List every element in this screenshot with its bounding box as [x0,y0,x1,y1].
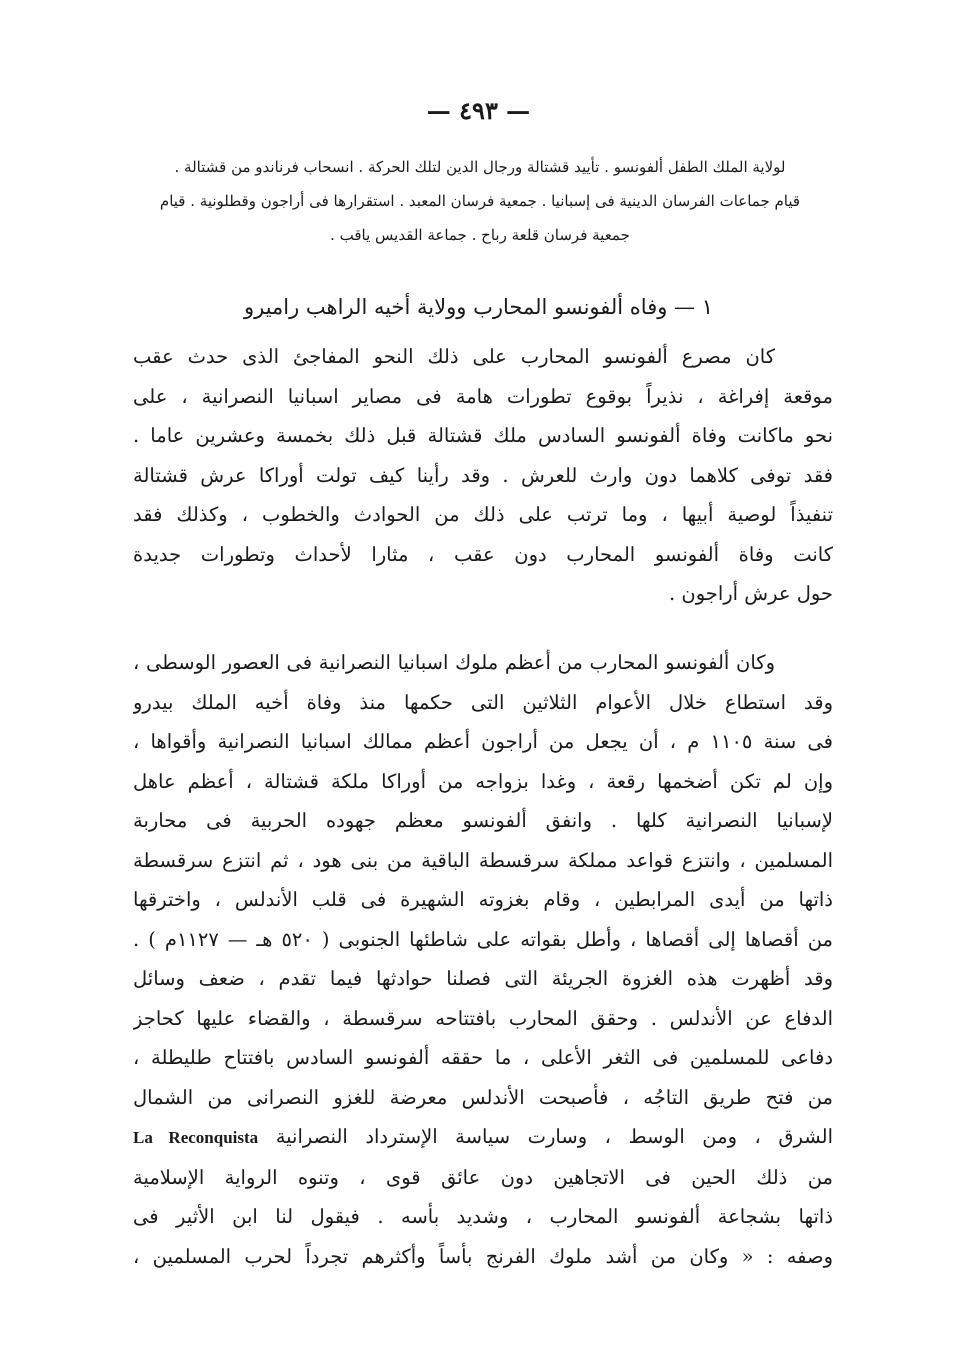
text-line: فى سنة ١١٠٥ م ، أن يجعل من أراجون أعظم ممالك اسبانيا النصرانية وأقواها ، [133,730,833,753]
text-line: تنفيذاً لوصية أبيها ، وما ترتب على ذلك من الحوادث والخطوب ، وكذلك فقد [133,503,833,526]
text-line: وكان ألفونسو المحارب من أعظم ملوك اسبانيا النصرانية فى العصور الوسطى ، [133,651,775,674]
text-line: وقد استطاع خلال الأعوام الثلاثين التى حكمها منذ وفاة أخيه الملك بيدرو [133,690,833,714]
text-line: موقعة إفراغة ، نذيراً بوقوع تطورات هامة فى مصاير اسبانيا النصرانية ، على [133,384,833,408]
text-segment: الشرق ، ومن الوسط ، وسارت سياسة الإسترداد النصرانية [275,1125,833,1148]
text-line: نحو ماكانت وفاة ألفونسو السادس ملك قشتالة قبل ذلك بخمسة وعشرين عاما . [133,424,833,447]
text-line: من فتح طريق التاجُه ، فأصبحت الأندلس معرضة للغزو النصرانى من الشمال [133,1085,833,1109]
text-line: وإن لم تكن أضخمها رقعة ، وغدا بزواجه من أوراكا ملكة قشتالة ، أعظم عاهل [133,769,833,793]
text-line: حول عرش أراجون . [669,582,833,605]
text-line: من ذلك الحين فى الاتجاهين دون عائق قوى ، وتنوه الرواية الإسلامية [133,1165,833,1189]
text-line: وصفه : « وكان من أشد ملوك الفرنج بأساً وأكثرهم تجرداً لحرب المسلمين ، [133,1244,833,1268]
chapter-summary [130,150,830,252]
summary-line: لولاية الملك الطفل ألفونسو . تأييد قشتالة ورجال الدين لتلك الحركة . انسحاب فرناندو من قشتالة . [174,158,786,176]
paragraph-2 [133,643,833,1276]
text-line: ذاتها بشجاعة ألفونسو المحارب ، وشديد بأسه . فيقول لنا ابن الأثير فى [133,1205,833,1228]
section-heading: ١ — وفاه ألفونسو المحارب وولاية أخيه الراهب راميرو [243,295,714,319]
summary-line: قيام جماعات الفرسان الدينية فى إسبانيا . جمعية فرسان المعبد . استقرارها فى أراجون وقطلونية . قيام [159,192,801,210]
summary-line: جمعية فرسان قلعة رباح . جماعة القديس ياقب . [330,226,630,244]
text-line: ذاتها من أيدى المرابطين ، وقام بغزوته الشهيرة فى قلب الأندلس ، واخترقها [133,888,833,911]
page-number: — ٤٩٣ — [426,96,531,125]
text-line: كان مصرع ألفونسو المحارب على ذلك النحو المفاجئ الذى حدث عقب [133,345,775,368]
text-line: لإسبانيا النصرانية كلها . وانفق ألفونسو معظم جهوده الحربية فى محاربة [133,809,833,832]
text-line-with-latin [133,1117,833,1158]
text-line: وقد أظهرت هذه الغزوة الجريئة التى فصلنا حوادثها فيما تقدم ، ضعف وسائل [133,967,833,990]
text-line: من أقصاها إلى أقصاها ، وأطل بقواته على شاطئها الجنوبى ( ٥٢٠ هـ — ١١٢٧م ) . [133,927,833,951]
text-line: المسلمين ، وانتزع قواعد مملكة سرقسطة الباقية من بنى هود ، ثم انتزع سرقسطة [133,848,833,872]
latin-term: La Reconquista [133,1128,259,1147]
paragraph-1 [133,337,833,614]
text-line: دفاعى للمسلمين فى الثغر الأعلى ، ما حققه ألفونسو السادس بافتتاح طليطلة ، [133,1046,833,1069]
text-line: الدفاع عن الأندلس . وحقق المحارب بافتتاحه سرقسطة ، والقضاء عليها كحاجز [133,1006,833,1030]
text-line: كانت وفاة ألفونسو المحارب دون عقب ، مثارا لأحداث وتطورات جديدة [133,542,833,566]
text-line: فقد توفى كلاهما دون وارث للعرش . وقد رأينا كيف تولت أوراكا عرش قشتالة [133,463,833,487]
